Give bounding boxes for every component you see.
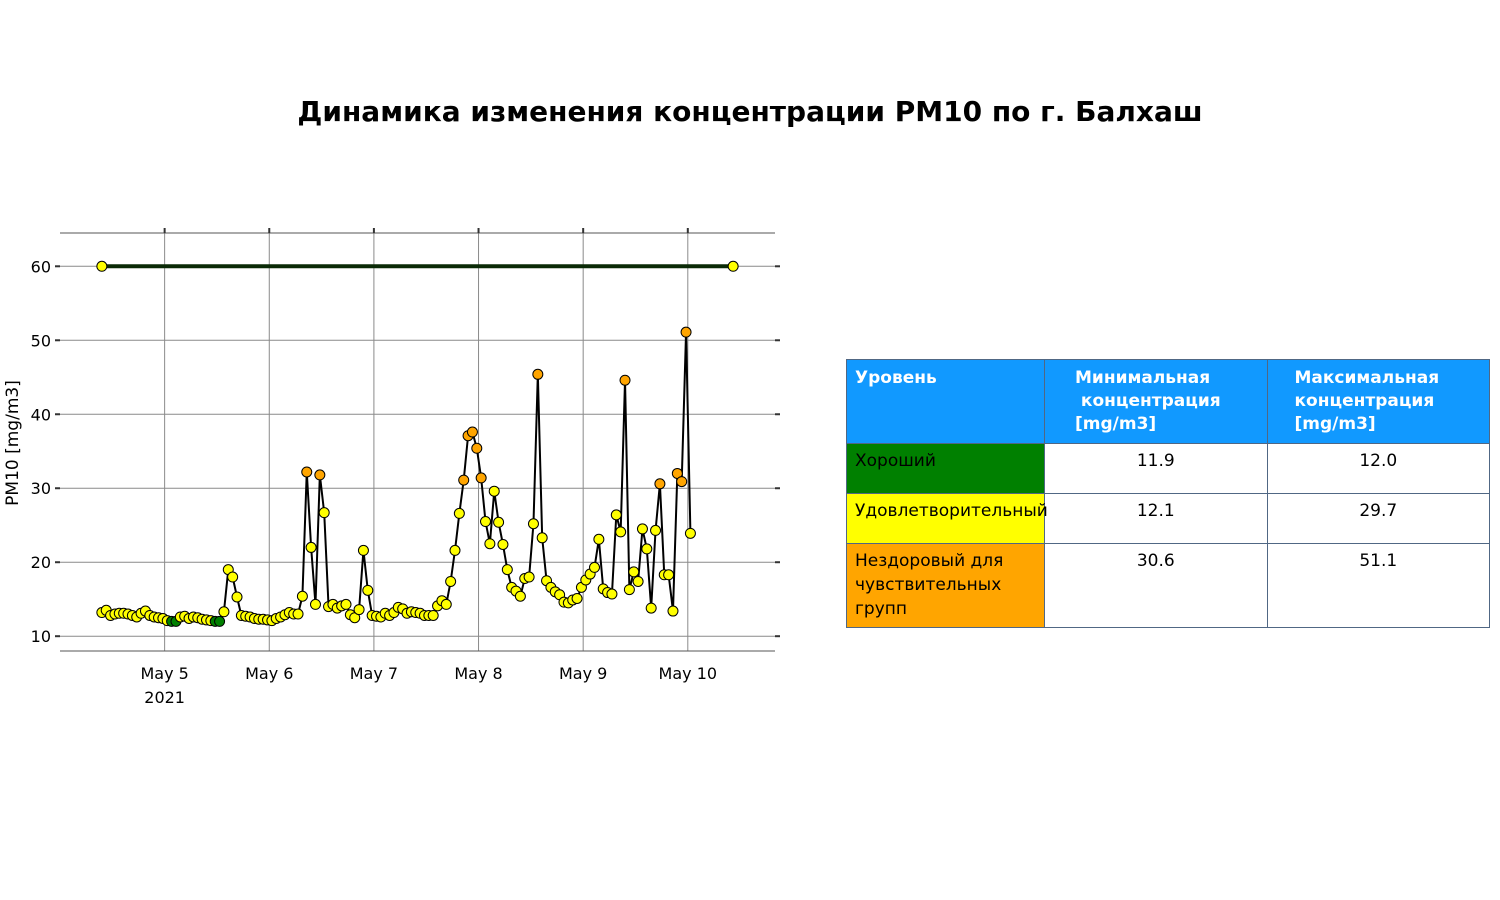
header-text-line: концентрация (1294, 391, 1435, 411)
header-level (847, 360, 1045, 444)
data-point (489, 486, 499, 496)
y-tick-label: 60 (30, 257, 51, 277)
data-point (533, 369, 543, 379)
table-row (847, 494, 1490, 544)
x-tick-label: May 8 (454, 664, 503, 683)
max-value-cell: 29.7 (1267, 494, 1490, 544)
data-point (668, 606, 678, 616)
header-text-line: [mg/m3] (1294, 414, 1376, 434)
data-point (481, 517, 491, 527)
data-point (590, 562, 600, 572)
header-text-line: [mg/m3] (1075, 414, 1157, 434)
data-point (646, 603, 656, 613)
threshold-point (728, 261, 738, 271)
x-tick-label: May 6 (245, 664, 294, 683)
data-point (624, 585, 634, 595)
table-row (847, 544, 1490, 628)
data-point (524, 572, 534, 582)
chart-points (97, 261, 738, 626)
header-min (1045, 360, 1268, 444)
concentration-levels-table (846, 359, 1490, 628)
data-point (441, 599, 451, 609)
min-value-cell: 30.6 (1045, 544, 1268, 628)
data-point (232, 592, 242, 602)
y-tick-label: 30 (30, 479, 51, 499)
chart-axes (60, 233, 775, 651)
data-point (215, 616, 225, 626)
chart-grid (60, 233, 775, 651)
data-point (620, 375, 630, 385)
chart-ticks (31, 228, 780, 707)
data-point (302, 467, 312, 477)
data-point (459, 475, 469, 485)
header-text-line: концентрация (1075, 391, 1221, 411)
data-point (664, 570, 674, 580)
data-point (651, 525, 661, 535)
data-point (446, 576, 456, 586)
data-point (607, 589, 617, 599)
data-point (306, 542, 316, 552)
data-point (633, 576, 643, 586)
pm10-series-line (102, 332, 691, 621)
x-tick-year-label: 2021 (144, 688, 185, 707)
data-point (297, 591, 307, 601)
data-point (498, 539, 508, 549)
data-point (428, 610, 438, 620)
data-point (677, 477, 687, 487)
data-point (637, 524, 647, 534)
data-point (293, 609, 303, 619)
data-point (528, 519, 538, 529)
data-point (485, 539, 495, 549)
data-point (572, 593, 582, 603)
threshold-point (97, 261, 107, 271)
max-value-cell: 51.1 (1267, 544, 1490, 628)
data-point (594, 534, 604, 544)
y-tick-label: 10 (30, 627, 51, 647)
data-point (315, 470, 325, 480)
data-point (363, 585, 373, 595)
header-max (1267, 360, 1490, 444)
max-value-cell: 12.0 (1267, 444, 1490, 494)
data-point (476, 473, 486, 483)
data-point (341, 599, 351, 609)
data-point (642, 544, 652, 554)
data-point (494, 517, 504, 527)
table-row (847, 444, 1490, 494)
data-point (219, 607, 229, 617)
x-tick-label: May 5 (140, 664, 189, 683)
y-axis-label: PM10 [mg/m3] (3, 380, 23, 506)
data-point (454, 508, 464, 518)
data-point (228, 572, 238, 582)
data-point (358, 545, 368, 555)
header-text-line: Максимальная (1294, 368, 1440, 388)
header-text-line: Уровень (855, 368, 937, 388)
data-point (681, 327, 691, 337)
header-text-line: Минимальная (1075, 368, 1211, 388)
data-point (319, 508, 329, 518)
data-point (310, 599, 320, 609)
data-point (537, 533, 547, 543)
chart-lines (102, 266, 733, 621)
x-tick-label: May 7 (349, 664, 399, 683)
y-tick-label: 50 (30, 331, 51, 351)
chart-title: Динамика изменения концентрации PM10 по г. Балхаш (297, 95, 1203, 128)
data-point (515, 591, 525, 601)
level-moderate-cell: Удовлетворительный (847, 494, 1045, 544)
min-value-cell: 12.1 (1045, 494, 1268, 544)
level-good-cell: Хороший (847, 444, 1045, 494)
x-tick-label: May 9 (558, 664, 608, 683)
data-point (685, 528, 695, 538)
y-tick-label: 40 (30, 405, 51, 425)
data-point (629, 567, 639, 577)
y-tick-label: 20 (30, 553, 51, 573)
data-point (354, 605, 364, 615)
data-point (450, 545, 460, 555)
x-tick-label: May 10 (658, 664, 718, 683)
data-point (611, 510, 621, 520)
data-point (472, 443, 482, 453)
data-point (655, 479, 665, 489)
min-value-cell: 11.9 (1045, 444, 1268, 494)
data-point (467, 427, 477, 437)
level-unhealthy-cell: Нездоровый для чувствительных групп (847, 544, 1045, 628)
table-header-row (847, 360, 1490, 444)
data-point (616, 527, 626, 537)
data-point (502, 565, 512, 575)
pm10-chart (0, 0, 800, 720)
